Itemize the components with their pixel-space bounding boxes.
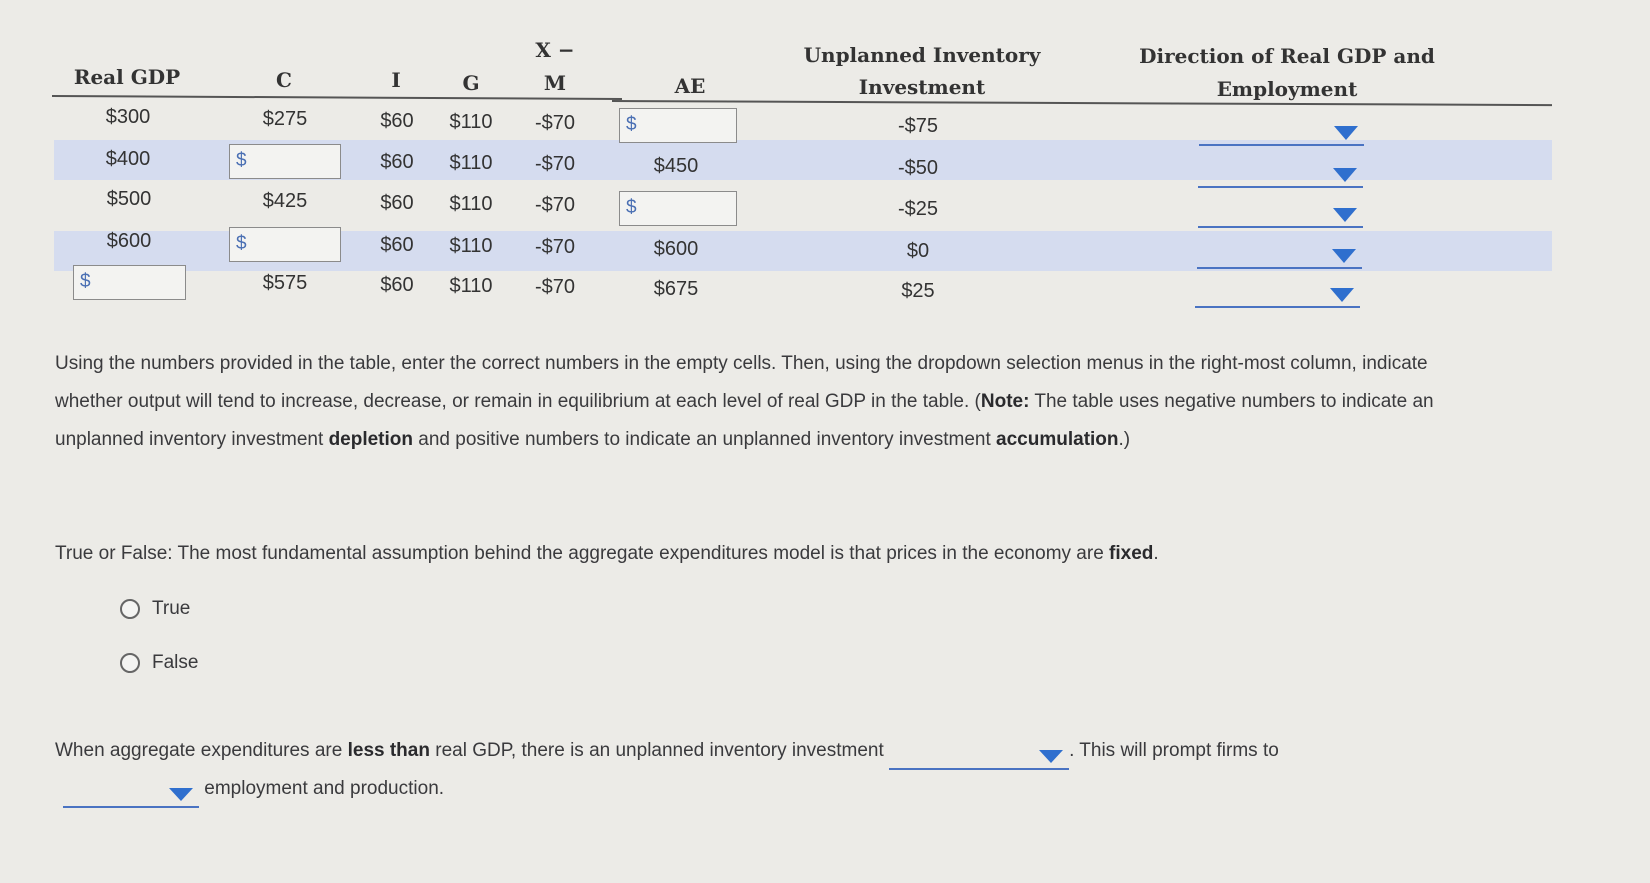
note-label: Note:: [980, 391, 1030, 412]
uii-cell: -$25: [897, 198, 939, 220]
data-table: [52, 30, 1552, 330]
radio-option-true[interactable]: [120, 598, 190, 620]
radio-option-false[interactable]: [120, 652, 198, 674]
radio-label: False: [152, 652, 199, 673]
c-input-row4[interactable]: [229, 227, 341, 262]
real-gdp-input-row5[interactable]: [73, 265, 186, 300]
instructions-text: Using the numbers provided in the table, enter the correct numbers in the empty cells. Then, using the dropdown selection menus in the right-most column, indicate whether output will tend to increase, decrease, or remain in equilibrium at each level of real GDP in the table. (: [55, 353, 1428, 412]
instructions-text: and positive numbers to indicate an unplanned inventory investment: [413, 429, 997, 450]
chevron-down-icon: [1039, 750, 1063, 763]
c-input-row2[interactable]: [229, 144, 341, 179]
i-cell: $60: [380, 192, 414, 214]
radio-button[interactable]: [120, 599, 140, 619]
question-bold-term: fixed: [1109, 543, 1154, 564]
instructions-text: The table uses negative numbers to indicate an unplanned inventory investment: [55, 391, 1434, 450]
ae-cell: $675: [653, 278, 699, 300]
instructions-text: .): [1118, 429, 1131, 450]
c-cell: $575: [262, 272, 308, 294]
direction-dropdown-row2[interactable]: [1198, 156, 1363, 188]
accumulation-term: accumulation: [996, 429, 1119, 450]
currency-symbol: $: [626, 197, 637, 218]
header-uii-top: Unplanned Inventory: [803, 43, 1041, 67]
direction-dropdown-row1[interactable]: [1199, 114, 1364, 146]
header-i: I: [391, 68, 401, 92]
chevron-down-icon: [1330, 288, 1354, 302]
radio-label: True: [152, 598, 191, 619]
header-direction-bottom: Employment: [1216, 77, 1358, 101]
direction-dropdown-row4[interactable]: [1197, 237, 1362, 269]
direction-dropdown-row5[interactable]: [1195, 276, 1360, 308]
header-g: G: [462, 71, 480, 95]
header-c: C: [276, 68, 292, 92]
chevron-down-icon: [169, 788, 193, 801]
i-cell: $60: [380, 234, 414, 256]
chevron-down-icon: [1333, 208, 1357, 222]
depletion-term: depletion: [328, 429, 414, 450]
real-gdp-cell: $400: [105, 148, 151, 170]
i-cell: $60: [380, 151, 414, 173]
uii-cell: $0: [906, 240, 930, 262]
uii-cell: -$75: [897, 115, 939, 137]
uii-cell: $25: [901, 280, 935, 302]
g-cell: $110: [449, 235, 493, 257]
xm-cell: -$70: [534, 194, 576, 216]
header-x-minus: X −: [535, 38, 575, 62]
xm-cell: -$70: [534, 276, 576, 298]
header-direction-top: Direction of Real GDP and: [1139, 44, 1435, 68]
direction-dropdown-row3[interactable]: [1198, 196, 1363, 228]
sentence-text: real GDP, there is an unplanned inventory investment: [429, 740, 890, 761]
g-cell: $110: [449, 111, 493, 133]
currency-symbol: $: [80, 271, 91, 292]
chevron-down-icon: [1333, 168, 1357, 182]
sentence-text: employment and production.: [199, 778, 445, 799]
sentence-text: When aggregate expenditures are: [55, 740, 348, 761]
instructions-paragraph: [55, 345, 1495, 459]
header-uii-bottom: Investment: [858, 75, 986, 99]
currency-symbol: $: [236, 233, 247, 254]
uii-cell: -$50: [897, 157, 939, 179]
header-real-gdp: Real GDP: [73, 65, 181, 89]
question-text: .: [1153, 543, 1159, 564]
xm-cell: -$70: [534, 236, 576, 258]
inventory-direction-dropdown[interactable]: [889, 740, 1069, 770]
currency-symbol: $: [236, 150, 247, 171]
g-cell: $110: [449, 152, 493, 174]
fill-in-sentence: [55, 732, 1505, 808]
ae-input-row3[interactable]: [619, 191, 737, 226]
currency-symbol: $: [626, 114, 637, 135]
sentence-text: . This will prompt firms to: [1069, 740, 1279, 761]
real-gdp-cell: $500: [106, 188, 152, 210]
true-false-question: [55, 535, 1495, 573]
question-text: True or False: The most fundamental assumption behind the aggregate expenditures model is that prices in the economy are: [55, 543, 1110, 564]
xm-cell: -$70: [534, 153, 576, 175]
chevron-down-icon: [1332, 249, 1356, 263]
ae-cell: $600: [653, 238, 699, 260]
g-cell: $110: [449, 275, 493, 297]
i-cell: $60: [380, 110, 414, 132]
real-gdp-cell: $300: [105, 106, 151, 128]
header-m: M: [543, 71, 567, 95]
c-cell: $425: [262, 190, 308, 212]
ae-cell: $450: [653, 155, 699, 177]
g-cell: $110: [449, 193, 493, 215]
firm-response-dropdown[interactable]: [63, 778, 199, 808]
ae-input-row1[interactable]: [619, 108, 737, 143]
c-cell: $275: [262, 108, 308, 130]
sentence-bold-term: less than: [347, 740, 430, 761]
header-ae: AE: [674, 74, 706, 98]
xm-cell: -$70: [534, 112, 576, 134]
chevron-down-icon: [1334, 126, 1358, 140]
i-cell: $60: [380, 274, 414, 296]
real-gdp-cell: $600: [106, 230, 152, 252]
radio-button[interactable]: [120, 653, 140, 673]
